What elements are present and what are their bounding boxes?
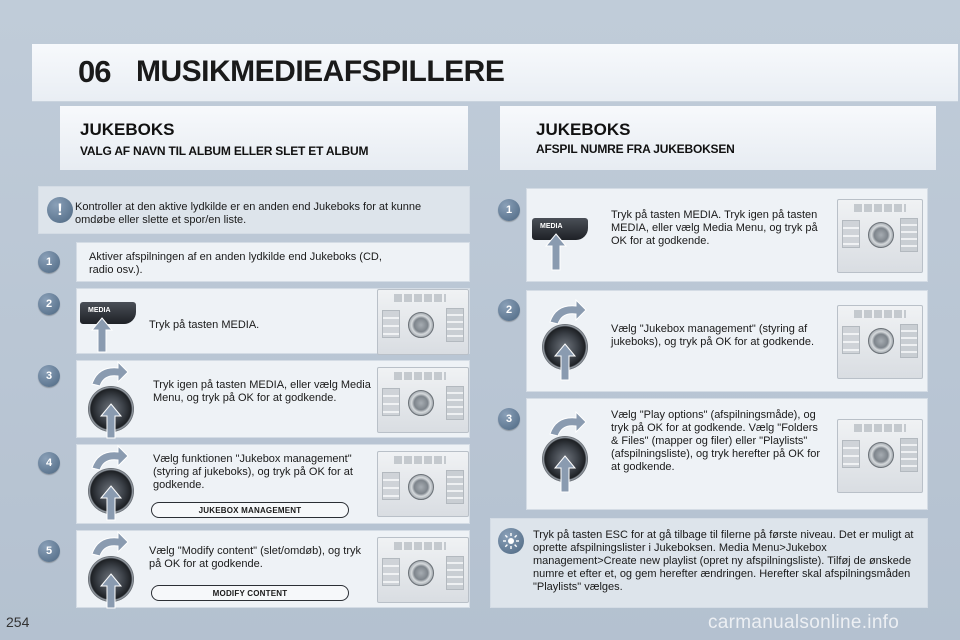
rotate-arrow-icon (546, 300, 586, 324)
left-section-header (60, 106, 468, 170)
jukebox-management-label: JUKEBOX MANAGEMENT (151, 502, 349, 518)
press-arrow-icon (554, 344, 576, 380)
left-step-1-text: Aktiver afspilningen af en anden lydkilde end Jukeboks (CD, radio osv.). (89, 251, 382, 276)
watermark-text: carmanualsonline.info (708, 612, 900, 633)
left-section-title: JUKEBOKS (80, 120, 175, 139)
media-key-icon: MEDIA (532, 218, 588, 240)
rotate-arrow-icon (88, 446, 128, 470)
right-step-1-text: Tryk på tasten MEDIA. Tryk igen på tasten MEDIA, eller vælg Media Menu, og tryk på OK for at godkende. (611, 209, 818, 247)
press-arrow-icon (544, 234, 568, 270)
left-step-4-badge: 4 (38, 452, 60, 474)
warning-panel (38, 186, 470, 234)
left-step-5-text: Vælg "Modify content" (slet/omdøb), og tryk på OK for at godkende. (149, 545, 361, 570)
modify-content-label: MODIFY CONTENT (151, 585, 349, 601)
chapter-number: 06 (78, 54, 111, 89)
left-step-3-panel (76, 360, 470, 438)
chapter-title: MUSIKMEDIEAFSPILLERE (136, 55, 505, 88)
right-step-1-badge: 1 (498, 199, 520, 221)
warning-icon: ! (47, 197, 73, 223)
right-step-1-panel (526, 188, 928, 282)
rotate-arrow-icon (546, 412, 586, 436)
left-step-5-badge: 5 (38, 540, 60, 562)
right-step-2-badge: 2 (498, 299, 520, 321)
tip-text: Tryk på tasten ESC for at gå tilbage til filerne på første niveau. Det er muligt at oprette afspilningslister i Jukeboksen. Media Menu>Jukebox management>Create new playlist (opret ny afspilningsliste). Tilføj de ønskede numre et efter et, og gem herefter ændringen. Herefter skal afspilningsmåden "Playlists" vælges. (533, 529, 914, 593)
tip-panel (490, 518, 928, 608)
press-arrow-icon (100, 574, 122, 608)
left-step-2-text: Tryk på tasten MEDIA. (149, 319, 260, 331)
warning-text: Kontroller at den aktive lydkilde er en anden end Jukeboks for at kunne omdøbe eller slette et spor/en liste. (75, 201, 422, 226)
radio-console-image (837, 305, 923, 379)
page-number: 254 (6, 614, 30, 630)
left-step-3-text: Tryk igen på tasten MEDIA, eller vælg Media Menu, og tryk på OK for at godkende. (153, 379, 371, 404)
left-step-4-text: Vælg funktionen "Jukebox management" (styring af jukeboks), og tryk på OK for at godkende. (153, 453, 353, 491)
left-section-subtitle: VALG AF NAVN TIL ALBUM ELLER SLET ET ALBUM (80, 144, 369, 158)
radio-console-image (377, 537, 469, 603)
right-section-title: JUKEBOKS (536, 120, 631, 139)
radio-console-image (837, 419, 923, 493)
press-arrow-icon (100, 486, 122, 520)
rotate-arrow-icon (88, 362, 128, 386)
press-arrow-icon (100, 404, 122, 438)
press-arrow-icon (554, 456, 576, 492)
rotate-arrow-icon (88, 532, 128, 556)
right-section-subtitle: AFSPIL NUMRE FRA JUKEBOKSEN (536, 142, 735, 156)
left-step-1-badge: 1 (38, 251, 60, 273)
right-step-3-text: Vælg "Play options" (afspilningsmåde), og tryk på OK for at godkende. Vælg "Folders & Files" (mapper og filer) eller "Playlists" (afspilningsliste), og tryk herefter på OK for at godkende. (611, 409, 821, 473)
left-step-1-panel (76, 242, 470, 282)
radio-console-image (837, 199, 923, 273)
right-section-header (500, 106, 936, 170)
left-step-5-panel (76, 530, 470, 608)
media-key-icon: MEDIA (80, 302, 136, 324)
radio-console-image (377, 367, 469, 433)
right-step-3-badge: 3 (498, 408, 520, 430)
left-step-3-badge: 3 (38, 365, 60, 387)
radio-console-image (377, 289, 469, 355)
left-step-2-badge: 2 (38, 293, 60, 315)
left-step-4-panel (76, 444, 470, 524)
radio-console-image (377, 451, 469, 517)
tip-icon (498, 528, 524, 554)
left-step-2-panel (76, 288, 470, 354)
press-arrow-icon (90, 318, 114, 352)
right-step-2-text: Vælg "Jukebox management" (styring af jukeboks), og tryk på OK for at godkende. (611, 323, 815, 348)
